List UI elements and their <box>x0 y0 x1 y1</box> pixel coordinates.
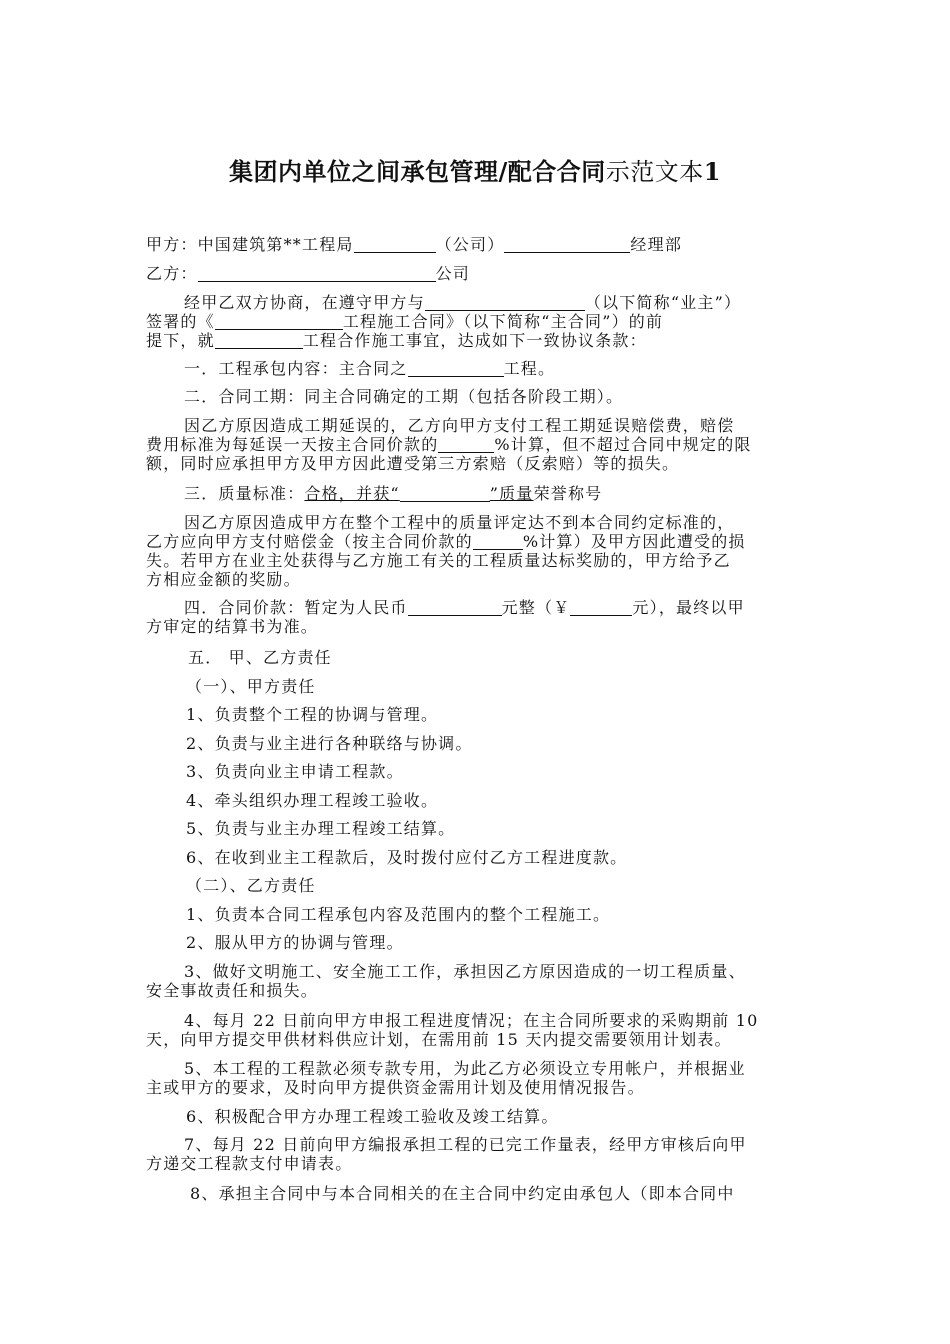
blank <box>198 264 436 282</box>
party-b-line: 乙方： 公司 <box>146 264 471 283</box>
title-main: 集团内单位之间承包管理/配合合同 <box>229 157 606 186</box>
a-item-4: 4、牵头组织办理工程竣工验收。 <box>186 791 439 810</box>
b-item-4: 4、每月 22 日前向甲方申报工程进度情况；在主合同所要求的采购期前 10 天，向甲方提交甲供材料供应计划，在需用前 15 天内提交需要领用计划表。 <box>146 1011 759 1049</box>
quality-paragraph: 因乙方原因造成甲方在整个工程中的质量评定达不到本合同约定标准的， 乙方应向甲方支付赔偿金（按主合同价款的 %计算）及甲方因此遭受的损 失。若甲方在业主处获得与乙方施工有关的工程质量达标奖励的，甲方给予乙 方相应金额的奖励。 <box>146 513 746 589</box>
a-item-6: 6、在收到业主工程款后，及时拨付应付乙方工程进度款。 <box>186 848 628 867</box>
clause-1: 一．工程承包内容：主合同之 工程。 <box>184 359 556 378</box>
a-item-1: 1、负责整个工程的协调与管理。 <box>186 705 439 724</box>
b-item-5: 5、本工程的工程款必须专款专用，为此乙方必须设立专用帐户，并根据业 主或甲方的要求，及时向甲方提供资金需用计划及使用情况报告。 <box>146 1059 746 1097</box>
a-item-5: 5、负责与业主办理工程竣工结算。 <box>186 819 456 838</box>
party-a-line: 甲方：中国建筑第**工程局 （公司） 经理部 <box>146 235 683 254</box>
a-item-2: 2、负责与业主进行各种联络与协调。 <box>186 734 473 753</box>
clause-3: 三．质量标准：合格，并获“ ”质量荣誉称号 <box>184 484 603 503</box>
b-item-2: 2、服从甲方的协调与管理。 <box>186 933 404 952</box>
party-a-duties-title: （一）、甲方责任 <box>186 677 316 696</box>
title-number: 1 <box>703 157 721 186</box>
delay-paragraph: 因乙方原因造成工期延误的，乙方向甲方支付工程工期延误赔偿费，赔偿 费用标准为每延误一天按主合同价款的 %计算，但不超过合同中规定的限 额，同时应承担甲方及甲方因此遭受第三方索赔（反索赔）等的损失。 <box>146 416 752 473</box>
b-item-1: 1、负责本合同工程承包内容及范围内的整个工程施工。 <box>186 905 611 924</box>
b-item-3: 3、做好文明施工、安全施工工作，承担因乙方原因造成的一切工程质量、 安全事故责任和损失。 <box>146 962 746 1000</box>
intro-paragraph: 经甲乙双方协商，在遵守甲方与 （以下简称“业主”） 签署的《 工程施工合同》（以下简称“主合同”）的前 提下，就 工程合作施工事宜，达成如下一致协议条款： <box>146 293 742 350</box>
b-item-8: 8、承担主合同中与本合同相关的在主合同中约定由承包人（即本合同中 <box>190 1184 735 1203</box>
blank <box>354 235 436 253</box>
b-item-6: 6、积极配合甲方办理工程竣工验收及竣工结算。 <box>186 1107 559 1126</box>
party-b-duties-title: （二）、乙方责任 <box>186 876 316 895</box>
clause-2: 二．合同工期：同主合同确定的工期（包括各阶段工期）。 <box>184 387 624 406</box>
blank <box>504 235 630 253</box>
clause-4: 四．合同价款：暂定为人民币 元整（￥ 元），最终以甲 方审定的结算书为准。 <box>146 598 745 636</box>
b-item-7: 7、每月 22 日前向甲方编报承担工程的已完工作量表，经甲方审核后向甲 方递交工程款支付申请表。 <box>146 1135 747 1173</box>
a-item-3: 3、负责向业主申请工程款。 <box>186 762 404 781</box>
page-title <box>0 157 950 187</box>
clause-5: 五． 甲、乙方责任 <box>188 648 332 667</box>
title-suffix: 示范文本 <box>605 158 704 186</box>
